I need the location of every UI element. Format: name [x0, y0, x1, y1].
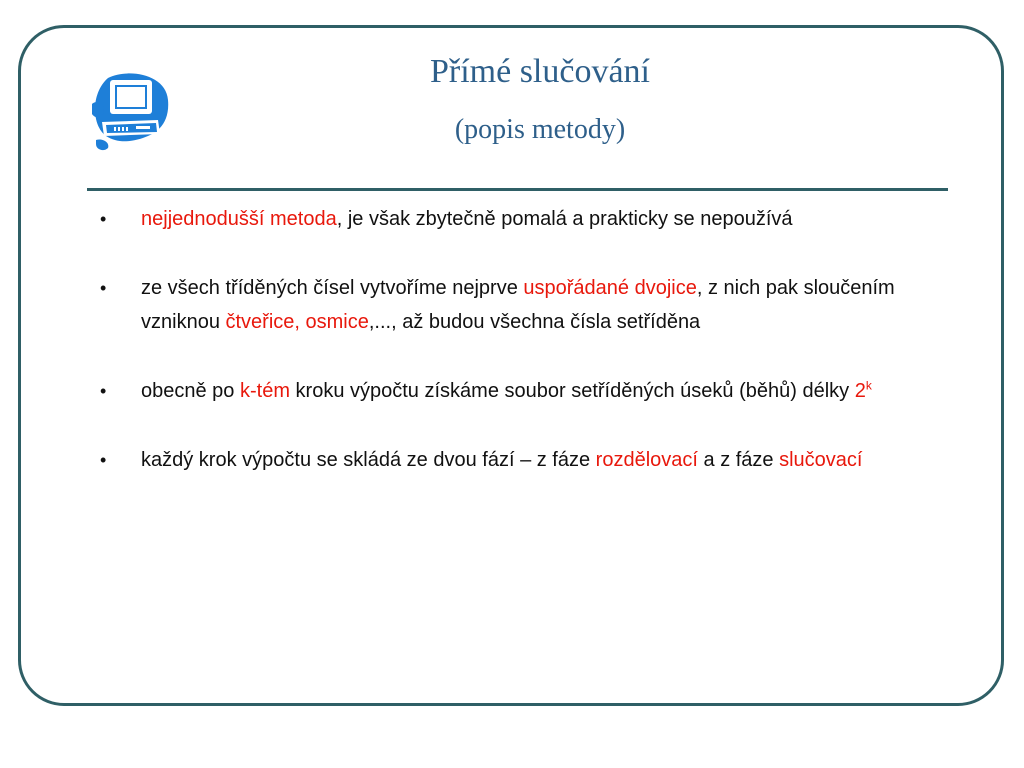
bullet-list [100, 202, 930, 477]
highlight-text: slučovací [779, 449, 863, 471]
bullet-text: kroku výpočtu získáme soubor setříděných úseků (běhů) délky [289, 380, 855, 402]
superscript: k [865, 378, 872, 393]
bullet-item [100, 271, 930, 339]
highlight-text: nejjednodušší metoda [141, 208, 337, 230]
bullet-text: ,..., až budou všechna čísla setříděna [368, 311, 701, 333]
bullet-icon: • [100, 381, 107, 401]
highlight-text: 2 [854, 380, 866, 402]
highlight-text: rozdělovací [595, 449, 698, 471]
divider [87, 188, 948, 191]
highlight-text: k-tém [239, 380, 290, 402]
slide-title: Přímé slučování [429, 53, 651, 90]
bullet-icon: • [100, 450, 107, 470]
bullet-icon: • [100, 209, 107, 229]
title-block [300, 50, 780, 148]
bullet-text: , z nich pak sloučením vzniknou [141, 277, 895, 333]
bullet-icon: • [100, 278, 107, 298]
bullet-text: a z fáze [697, 449, 780, 471]
bullet-item [100, 202, 930, 236]
bullet-text: obecně po [141, 380, 240, 402]
highlight-text: uspořádané dvojice [523, 277, 697, 299]
highlight-text: čtveřice, osmice [225, 311, 369, 333]
slide-subtitle: (popis metody) [454, 114, 626, 145]
bullet-item [100, 443, 930, 477]
bullet-item [100, 374, 930, 408]
computer-icon [88, 70, 172, 152]
bullet-text: každý krok výpočtu se skládá ze dvou fází – z fáze [141, 449, 596, 471]
bullet-text: ze všech tříděných čísel vytvoříme nejprve [141, 277, 524, 299]
bullet-text: , je však zbytečně pomalá a prakticky se nepoužívá [336, 208, 793, 230]
